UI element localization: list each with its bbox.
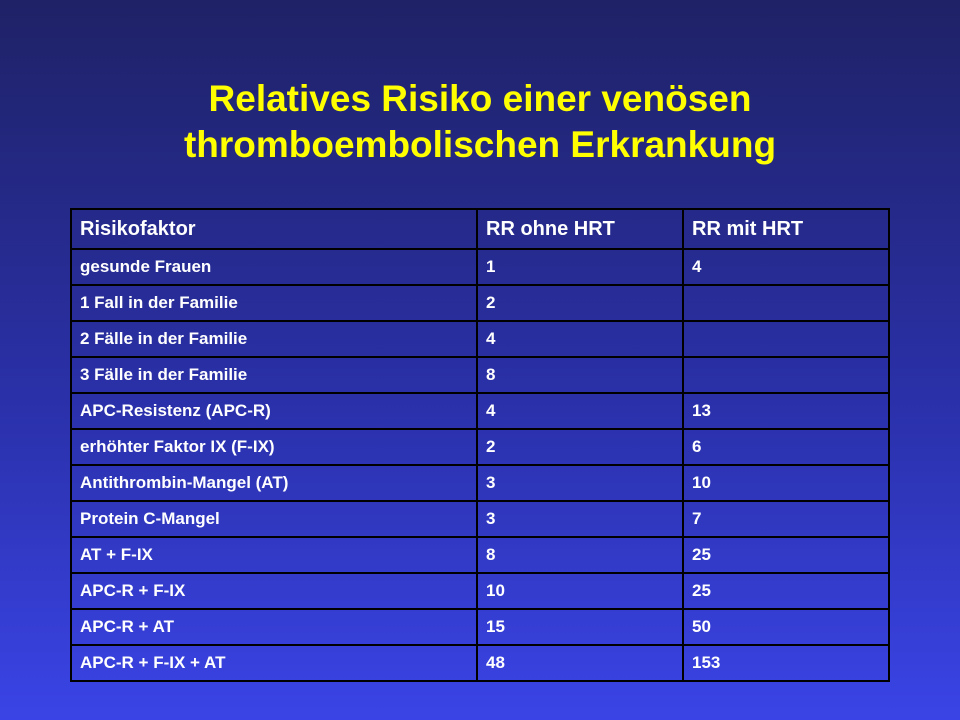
risk-factor-cell: APC-R + AT bbox=[71, 609, 477, 645]
table-row bbox=[71, 285, 889, 321]
slide-title-line-1: Relatives Risiko einer venösen bbox=[208, 78, 752, 119]
column-header-rr-without-hrt: RR ohne HRT bbox=[477, 209, 683, 249]
slide-title-line-2: thromboembolischen Erkrankung bbox=[183, 124, 777, 165]
rr-with-hrt-cell: 10 bbox=[683, 465, 889, 501]
rr-without-hrt-cell: 4 bbox=[477, 321, 683, 357]
table-row bbox=[71, 501, 889, 537]
table-row bbox=[71, 537, 889, 573]
rr-with-hrt-cell bbox=[683, 285, 889, 321]
risk-factor-cell: 3 Fälle in der Familie bbox=[71, 357, 477, 393]
risk-factor-cell: APC-R + F-IX + AT bbox=[71, 645, 477, 681]
rr-without-hrt-cell: 10 bbox=[477, 573, 683, 609]
rr-with-hrt-cell: 13 bbox=[683, 393, 889, 429]
risk-factor-cell: 1 Fall in der Familie bbox=[71, 285, 477, 321]
risk-factor-cell: Antithrombin-Mangel (AT) bbox=[71, 465, 477, 501]
slide-title bbox=[0, 76, 960, 168]
rr-without-hrt-cell: 8 bbox=[477, 357, 683, 393]
table-row bbox=[71, 645, 889, 681]
risk-factor-cell: APC-R + F-IX bbox=[71, 573, 477, 609]
column-header-risk-factor: Risikofaktor bbox=[71, 209, 477, 249]
table-row bbox=[71, 393, 889, 429]
risk-factor-cell: gesunde Frauen bbox=[71, 249, 477, 285]
rr-with-hrt-cell bbox=[683, 357, 889, 393]
rr-without-hrt-cell: 3 bbox=[477, 501, 683, 537]
column-header-rr-with-hrt: RR mit HRT bbox=[683, 209, 889, 249]
rr-with-hrt-cell: 25 bbox=[683, 573, 889, 609]
risk-factor-cell: Protein C-Mangel bbox=[71, 501, 477, 537]
rr-without-hrt-cell: 4 bbox=[477, 393, 683, 429]
rr-with-hrt-cell: 153 bbox=[683, 645, 889, 681]
rr-without-hrt-cell: 2 bbox=[477, 285, 683, 321]
table-row bbox=[71, 609, 889, 645]
rr-without-hrt-cell: 1 bbox=[477, 249, 683, 285]
table-row bbox=[71, 573, 889, 609]
table-row bbox=[71, 429, 889, 465]
table-row bbox=[71, 465, 889, 501]
rr-with-hrt-cell: 6 bbox=[683, 429, 889, 465]
table-row bbox=[71, 321, 889, 357]
rr-without-hrt-cell: 8 bbox=[477, 537, 683, 573]
rr-without-hrt-cell: 15 bbox=[477, 609, 683, 645]
rr-with-hrt-cell: 25 bbox=[683, 537, 889, 573]
risk-factor-cell: erhöhter Faktor IX (F-IX) bbox=[71, 429, 477, 465]
risk-factor-cell: AT + F-IX bbox=[71, 537, 477, 573]
table-row bbox=[71, 357, 889, 393]
rr-with-hrt-cell: 7 bbox=[683, 501, 889, 537]
rr-with-hrt-cell: 50 bbox=[683, 609, 889, 645]
table-row bbox=[71, 249, 889, 285]
rr-with-hrt-cell bbox=[683, 321, 889, 357]
rr-without-hrt-cell: 3 bbox=[477, 465, 683, 501]
rr-with-hrt-cell: 4 bbox=[683, 249, 889, 285]
rr-without-hrt-cell: 2 bbox=[477, 429, 683, 465]
risk-factor-cell: APC-Resistenz (APC-R) bbox=[71, 393, 477, 429]
risk-table bbox=[70, 208, 890, 682]
rr-without-hrt-cell: 48 bbox=[477, 645, 683, 681]
risk-factor-cell: 2 Fälle in der Familie bbox=[71, 321, 477, 357]
table-header-row bbox=[71, 209, 889, 249]
